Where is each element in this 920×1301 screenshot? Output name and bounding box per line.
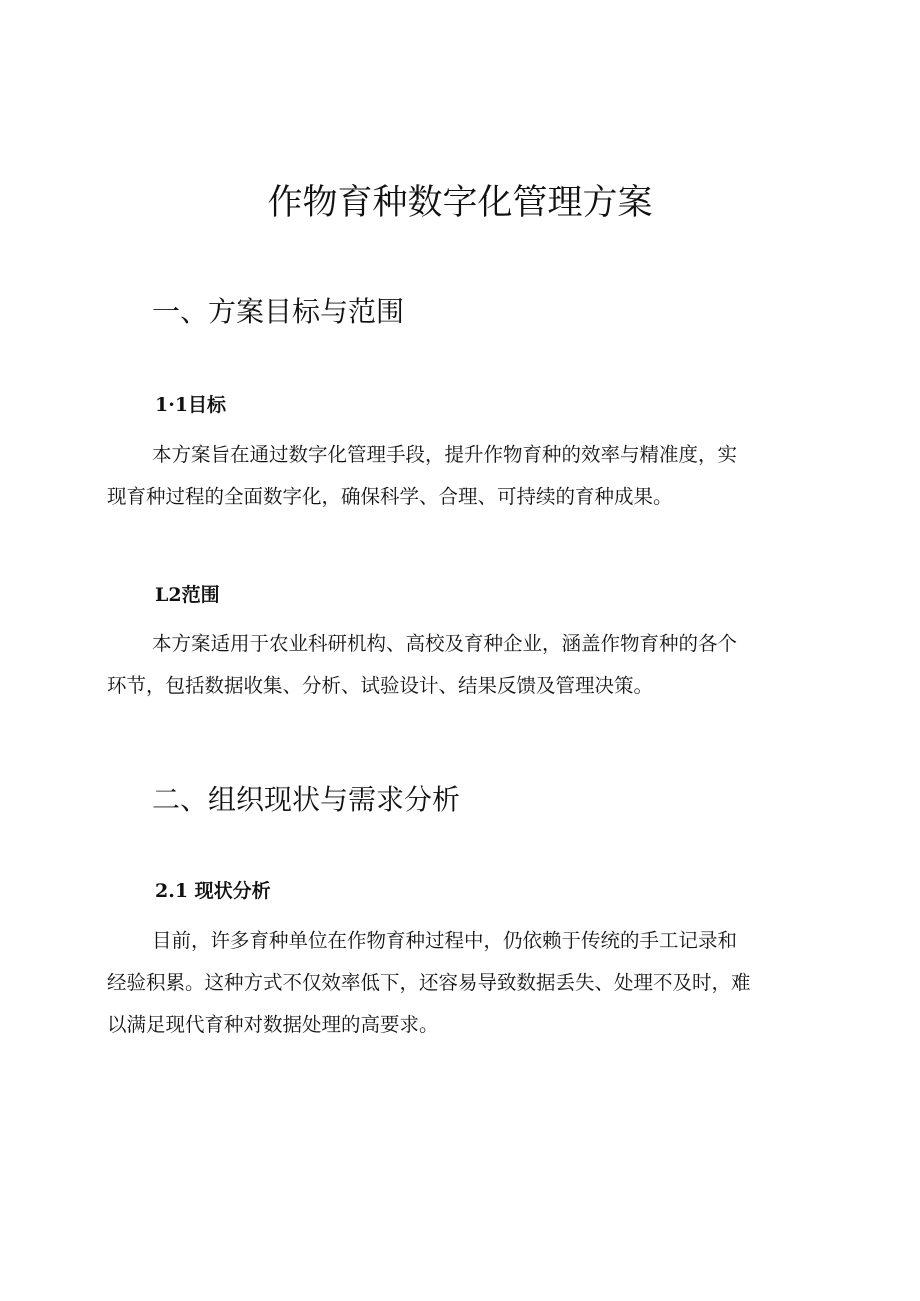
paragraph-line: 以满足现代育种对数据处理的高要求。 — [107, 1013, 439, 1036]
paragraph-1-1 — [107, 434, 807, 518]
paragraph-line: 本方案适用于农业科研机构、高校及育种企业，涵盖作物育种的各个 — [152, 632, 738, 655]
paragraph-line: 目前，许多育种单位在作物育种过程中，仍依赖于传统的手工记录和 — [152, 929, 738, 952]
subsection-heading-2-1: 2.1 现状分析 — [155, 880, 271, 902]
document-title: 作物育种数字化管理方案 — [267, 183, 653, 223]
paragraph-1-2 — [107, 623, 807, 707]
subsection-heading-1-1: 1·1目标 — [155, 394, 227, 416]
paragraph-line: 环节，包括数据收集、分析、试验设计、结果反馈及管理决策。 — [107, 674, 654, 697]
paragraph-2-1 — [107, 920, 807, 1046]
paragraph-line: 本方案旨在通过数字化管理手段，提升作物育种的效率与精准度，实 — [152, 443, 738, 466]
subsection-heading-1-2: L2范围 — [155, 584, 220, 606]
section-heading-1: 一、方案目标与范围 — [152, 295, 405, 328]
paragraph-line: 现育种过程的全面数字化，确保科学、合理、可持续的育种成果。 — [107, 485, 673, 508]
section-heading-2: 二、组织现状与需求分析 — [152, 783, 461, 816]
paragraph-line: 经验积累。这种方式不仅效率低下，还容易导致数据丢失、处理不及时，难 — [107, 971, 751, 994]
